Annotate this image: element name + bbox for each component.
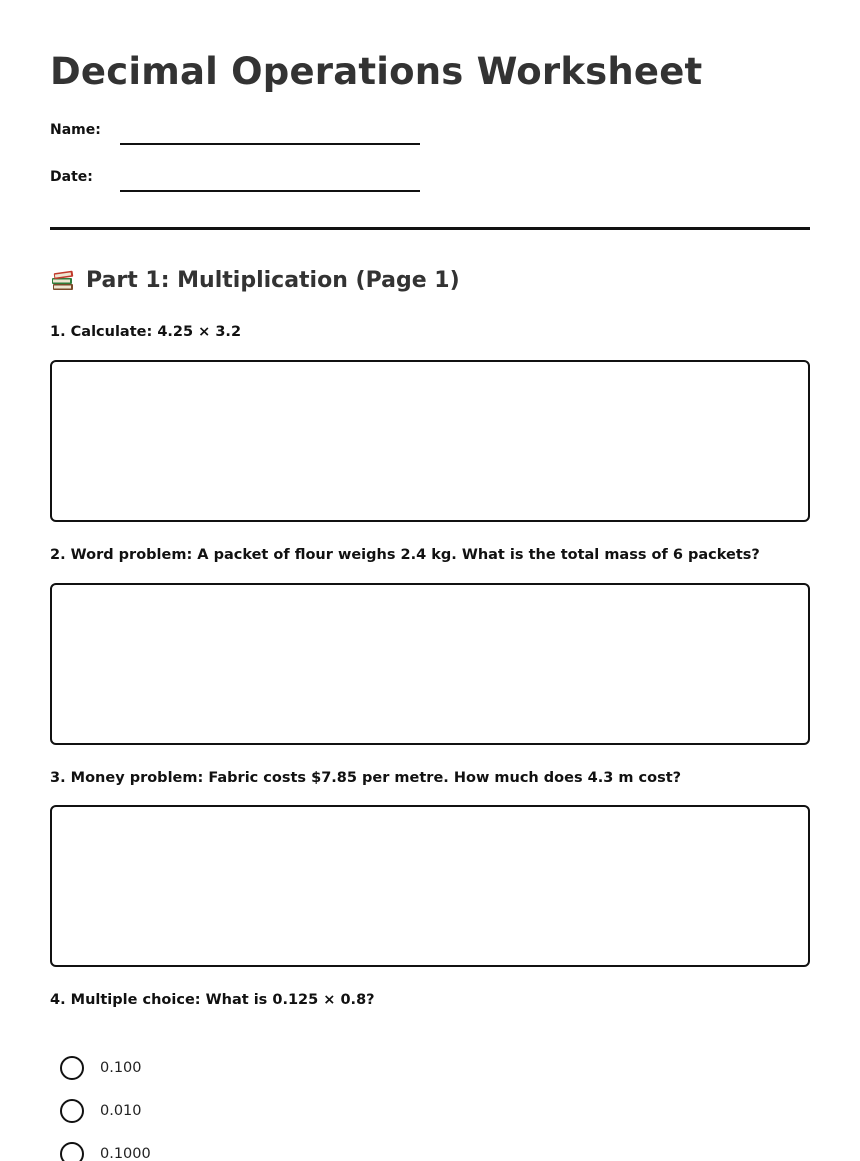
- option-label: 0.100: [100, 1060, 142, 1076]
- header-divider: [50, 227, 810, 230]
- question-2: 2. Word problem: A packet of flour weighs 2.4 kg. What is the total mass of 6 packets?: [50, 547, 760, 563]
- radio-button[interactable]: [60, 1056, 84, 1080]
- option-label: 0.010: [100, 1103, 142, 1119]
- books-icon: [50, 267, 76, 293]
- name-label: Name:: [50, 122, 101, 138]
- option-label: 0.1000: [100, 1146, 151, 1161]
- radio-button[interactable]: [60, 1142, 84, 1161]
- answer-box-1[interactable]: [50, 360, 810, 522]
- choice-option-2[interactable]: [60, 1098, 142, 1124]
- question-1: 1. Calculate: 4.25 × 3.2: [50, 324, 242, 340]
- choice-option-3[interactable]: [60, 1141, 151, 1161]
- name-field[interactable]: [120, 143, 420, 145]
- choice-option-1[interactable]: [60, 1055, 142, 1081]
- question-3: 3. Money problem: Fabric costs $7.85 per metre. How much does 4.3 m cost?: [50, 770, 682, 786]
- radio-button[interactable]: [60, 1099, 84, 1123]
- answer-box-3[interactable]: [50, 805, 810, 967]
- date-field[interactable]: [120, 190, 420, 192]
- section-heading-text: Part 1: Multiplication (Page 1): [86, 267, 460, 293]
- date-label: Date:: [50, 169, 93, 185]
- question-4: 4. Multiple choice: What is 0.125 × 0.8?: [50, 992, 375, 1008]
- answer-box-2[interactable]: [50, 583, 810, 745]
- worksheet-title: Decimal Operations Worksheet: [50, 50, 703, 93]
- section-heading: [50, 267, 460, 293]
